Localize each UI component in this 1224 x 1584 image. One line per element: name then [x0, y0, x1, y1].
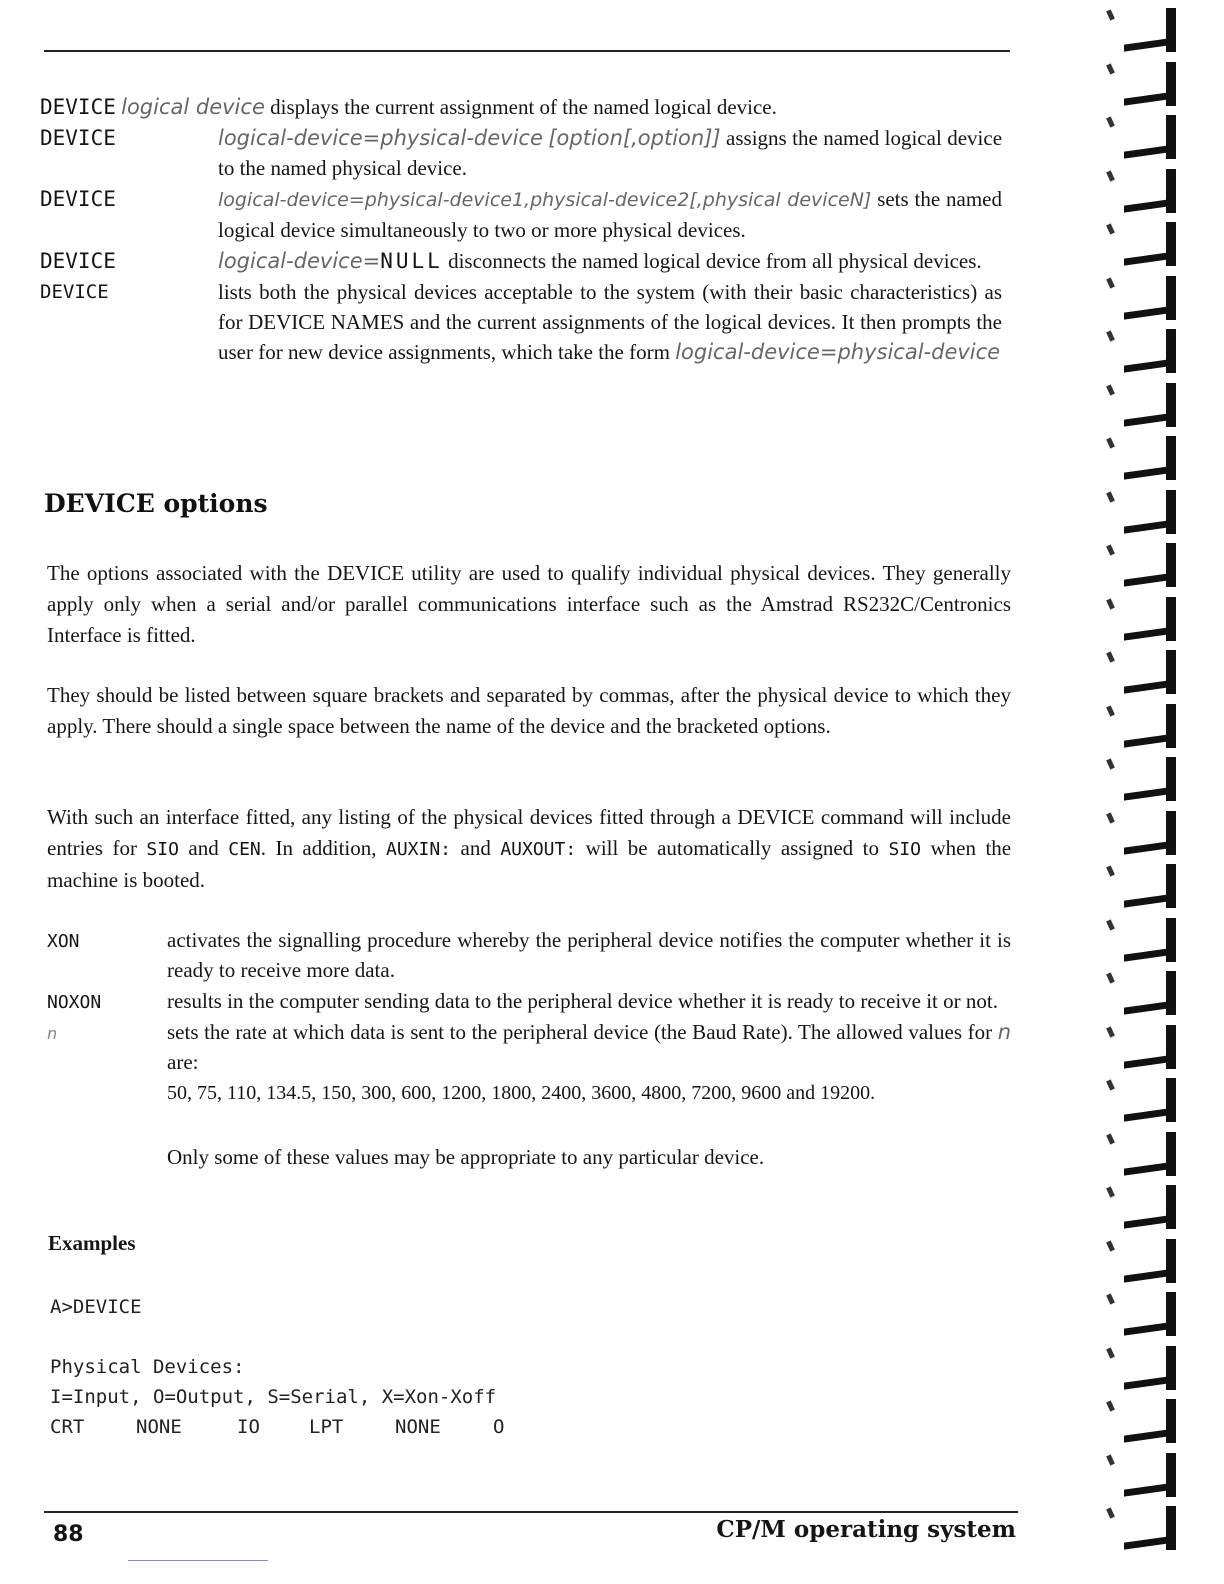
binding-ring-icon: [1124, 1346, 1176, 1392]
paragraph: The options associated with the DEVICE utility are used to qualify individual physical devices. They generally apply only when a serial and/or parallel communications interface such as the Amstrad RS232C/Centronics Interface is fitted.: [47, 561, 1011, 647]
binding-ring-icon: [1124, 1185, 1176, 1231]
code-sio: SIO: [888, 839, 921, 860]
binding-ring-icon: [1124, 1453, 1176, 1499]
usage-row: [40, 184, 1002, 245]
binding-ring-icon: [1124, 62, 1176, 108]
device-cell: O: [493, 1416, 505, 1438]
usage-text: displays the current assignment of the named logical device.: [270, 95, 777, 119]
page-number: 88: [53, 1522, 84, 1547]
note-text: Only some of these values may be appropriate to any particular device.: [167, 1145, 765, 1169]
binding-ring-icon: [1124, 597, 1176, 643]
binding-ring-icon: [1124, 1025, 1176, 1071]
binding-ring-icon: [1124, 811, 1176, 857]
option-text: sets the rate at which data is sent to the peripheral device (the Baud Rate). The allowed values for: [167, 1020, 993, 1044]
para-text: With such an interface fitted, any listing of the physical devices fitted through a DEVICE command will include entries for: [47, 805, 1011, 860]
para-text: will be automatically assigned to: [585, 836, 879, 860]
usage-cmd: DEVICE: [40, 126, 116, 150]
option-key: XON: [47, 931, 80, 952]
examples-heading: Examples: [48, 1231, 136, 1255]
usage-list: [40, 92, 1002, 368]
binding-ring-icon: [1124, 918, 1176, 964]
code-cen: CEN: [228, 839, 261, 860]
spiral-binding: [1096, 0, 1224, 1584]
option-item: [47, 1017, 1011, 1077]
usage-text: assigns the named logical device to the named physical device.: [218, 126, 1003, 180]
code-sio: SIO: [146, 839, 179, 860]
option-item: [47, 986, 1011, 1016]
binding-ring-icon: [1124, 543, 1176, 589]
device-cell: LPT: [309, 1416, 344, 1438]
binding-ring-icon: [1124, 864, 1176, 910]
binding-ring-icon: [1124, 383, 1176, 429]
usage-cmd: DEVICE: [40, 249, 116, 273]
bottom-rule: [44, 1511, 1018, 1513]
para-text: . In addition,: [260, 836, 377, 860]
paragraph: [47, 802, 1011, 896]
binding-ring-icon: [1124, 169, 1176, 215]
console-prompt: A>DEVICE: [50, 1296, 142, 1318]
option-key: NOXON: [47, 992, 102, 1013]
binding-ring-icon: [1124, 757, 1176, 803]
binding-ring-icon: [1124, 1132, 1176, 1178]
usage-args: logical device: [121, 95, 265, 119]
para-text: when the machine is booted.: [47, 836, 1012, 892]
console-line: I=Input, O=Output, S=Serial, X=Xon-Xoff: [50, 1386, 497, 1408]
usage-cmd: DEVICE: [40, 187, 116, 211]
option-key: n: [47, 1024, 58, 1043]
usage-form: logical-device=physical-device: [675, 340, 1001, 364]
binding-ring-icon: [1124, 971, 1176, 1017]
option-item: [47, 925, 1011, 985]
binding-ring-icon: [1124, 436, 1176, 482]
running-head: CP/M operating system: [716, 1516, 1016, 1543]
usage-args: logical-device=physical-device: [218, 126, 543, 150]
option-tail: are:: [167, 1050, 199, 1074]
usage-args: logical-device=: [218, 249, 381, 273]
console-line: Physical Devices:: [50, 1356, 245, 1378]
usage-cmd: DEVICE: [40, 281, 109, 303]
option-text: results in the computer sending data to the peripheral device whether it is ready to receive it or not.: [167, 989, 998, 1013]
usage-row: [40, 92, 1002, 122]
usage-text: sets the named logical device simultaneously to two or more physical devices.: [218, 187, 1002, 242]
binding-ring-icon: [1124, 1399, 1176, 1445]
footer-underline: [128, 1560, 268, 1561]
device-row: [50, 1412, 504, 1442]
usage-options: [option[,option]]: [548, 126, 721, 150]
binding-ring-icon: [1124, 1506, 1176, 1552]
usage-row: [40, 246, 1002, 276]
usage-cmd: DEVICE: [40, 95, 116, 119]
code-auxout: AUXOUT:: [500, 839, 577, 860]
binding-ring-icon: [1124, 8, 1176, 54]
binding-ring-icon: [1124, 704, 1176, 750]
null-keyword: NULL: [380, 249, 443, 273]
binding-ring-icon: [1124, 329, 1176, 375]
option-text-wrap: [47, 1017, 1011, 1077]
usage-row: [40, 123, 1002, 183]
console-output: [50, 1352, 504, 1442]
option-var: n: [997, 1020, 1011, 1044]
section-heading: DEVICE options: [44, 489, 268, 518]
binding-ring-icon: [1124, 276, 1176, 322]
code-auxin: AUXIN:: [386, 839, 452, 860]
usage-row: [40, 277, 1002, 367]
binding-ring-icon: [1124, 1078, 1176, 1124]
device-cell: IO: [237, 1416, 260, 1438]
binding-ring-icon: [1124, 115, 1176, 161]
usage-args: logical-device=physical-device1,physical-device2[,physical deviceN]: [218, 189, 872, 211]
usage-text: disconnects the named logical device from all physical devices.: [448, 249, 982, 273]
options-list: [47, 925, 1011, 1172]
paragraph: They should be listed between square brackets and separated by commas, after the physical device to which they apply. There should a single space between the name of the device and the bracketed options.: [47, 683, 1011, 738]
baud-values: 50, 75, 110, 134.5, 150, 300, 600, 1200, 1800, 2400, 3600, 4800, 7200, 9600 and 19200.: [167, 1082, 876, 1104]
para-text: and: [460, 836, 491, 860]
binding-ring-icon: [1124, 222, 1176, 268]
top-rule: [44, 50, 1010, 52]
para-text: and: [188, 836, 219, 860]
device-cell: NONE: [136, 1416, 182, 1438]
binding-ring-icon: [1124, 1292, 1176, 1338]
binding-ring-icon: [1124, 650, 1176, 696]
device-cell: CRT: [50, 1416, 85, 1438]
binding-ring-icon: [1124, 490, 1176, 536]
usage-text: lists both the physical devices acceptable to the system (with their basic characteristics) as for DEVICE NAMES and the current assignments of the logical devices. It then prompts the user for new device assignments, which take the form: [218, 280, 1002, 364]
option-text: activates the signalling procedure whereby the peripheral device notifies the computer whether it is ready to receive more data.: [167, 928, 1011, 982]
device-cell: NONE: [395, 1416, 441, 1438]
binding-ring-icon: [1124, 1239, 1176, 1285]
